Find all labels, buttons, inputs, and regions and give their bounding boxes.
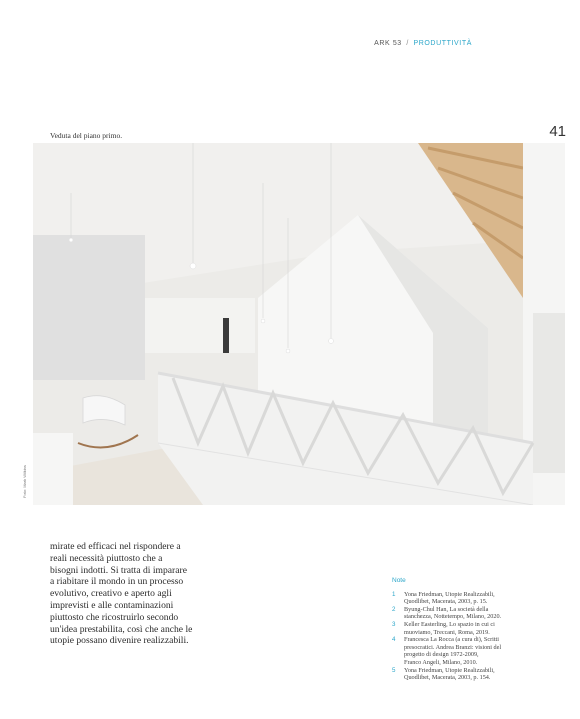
note-item	[392, 591, 532, 606]
body-line: un'idea prestabilita, così che anche le	[50, 623, 193, 635]
body-line: a riabitare il mondo in un processo	[50, 576, 184, 588]
body-line: utopie possano divenire realizzabili.	[50, 635, 189, 647]
body-line: reali necessità piuttosto che a	[50, 552, 163, 564]
running-header	[374, 40, 472, 47]
body-line: piuttosto che ricostruirlo secondo	[50, 611, 179, 623]
note-line: Keller Easterling, Lo spazio in cui ci	[404, 620, 495, 628]
note-line: Franco Angeli, Milano, 2010.	[404, 658, 478, 666]
note-line: presocratici. Andrea Branzi: visioni del	[404, 643, 502, 651]
photo-caption: Veduta del piano primo.	[50, 131, 123, 140]
body-line: imprevisti e alle contaminazioni	[50, 599, 174, 611]
note-line: Quodlibet, Macerata, 2003, p. 15.	[404, 598, 488, 606]
note-line: Byung-Chul Han, La società della	[404, 605, 489, 613]
note-item	[392, 606, 532, 621]
interior-photo	[33, 143, 565, 505]
note-number: 1	[392, 590, 396, 598]
note-number: 5	[392, 666, 396, 674]
photo-credit: Foto: Mark Wilkins	[22, 465, 27, 498]
page-number: 41	[549, 123, 566, 140]
body-text	[50, 541, 230, 647]
note-line: progetto di design 1972-2009,	[404, 651, 479, 659]
note-item	[392, 636, 532, 666]
notes-section	[392, 577, 532, 682]
note-line: muoviamo, Treccani, Roma, 2019.	[404, 628, 490, 636]
header-separator: /	[406, 40, 409, 47]
body-line: evolutivo, creativo e aperto agli	[50, 588, 172, 600]
note-line: Yona Friedman, Utopie Realizzabili,	[404, 590, 495, 598]
body-line: mirate ed efficaci nel rispondere a	[50, 541, 181, 552]
section-name: PRODUTTIVITÀ	[413, 40, 472, 47]
note-number: 3	[392, 620, 396, 628]
body-line: bisogni indotti. Si tratta di imparare	[50, 564, 187, 576]
note-line: Quodlibet, Macerata, 2003, p. 154.	[404, 674, 491, 682]
note-line: stanchezza, Nottetempo, Milano, 2020.	[404, 613, 502, 621]
note-number: 2	[392, 605, 396, 613]
magazine-issue: ARK 53	[374, 40, 402, 47]
note-item	[392, 667, 532, 682]
note-line: Yona Friedman, Utopie Realizzabili,	[404, 666, 495, 674]
note-item	[392, 621, 532, 636]
note-line: Francesca La Rocca (a cura di), Scritti	[404, 636, 499, 644]
notes-title: Note	[392, 577, 406, 584]
note-number: 4	[392, 636, 396, 644]
